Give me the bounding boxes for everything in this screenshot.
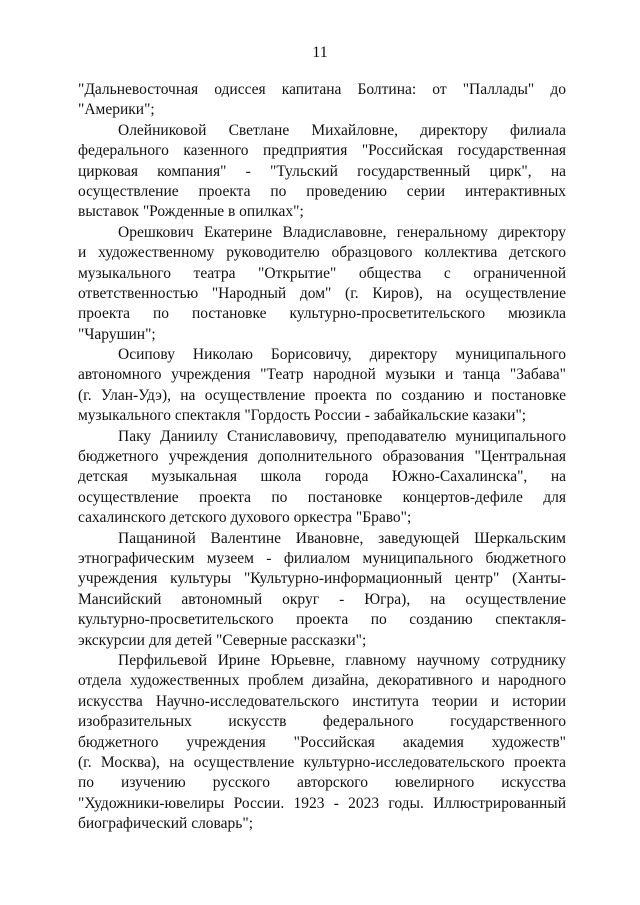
text-line: "Дальневосточная одиссея капитана Болтина: от "Паллады" до — [78, 81, 566, 98]
text-line: биографический словарь"; — [78, 815, 254, 833]
text-line: детская музыкальная школа города Южно-Сахалинска", на — [78, 468, 566, 486]
text-line: по изучению русского авторского ювелирного искусства — [78, 774, 566, 792]
paragraph-pak — [78, 427, 566, 529]
text-line: федерального казенного предприятия "Российская государственная — [78, 142, 566, 160]
text-line: бюджетного учреждения "Российская академия художеств" — [78, 733, 566, 751]
text-line: экскурсии для детей "Северные рассказки"; — [78, 631, 367, 649]
text-line: бюджетного учреждения дополнительного образования "Центральная — [78, 448, 566, 466]
text-line: (г. Улан-Удэ), на осуществление проекта по созданию и постановке — [78, 386, 566, 404]
text-line: "Чарушин"; — [78, 325, 156, 343]
text-line: автономного учреждения "Театр народной музыки и танца "Забава" — [78, 366, 566, 384]
paragraph-oleynikova — [78, 121, 566, 223]
text-line: выставок "Рожденные в опилках"; — [78, 203, 304, 221]
text-line: "Художники-ювелиры России. 1923 - 2023 годы. Иллюстрированный — [78, 794, 566, 812]
text-line: осуществление проекта по проведению серии интерактивных — [78, 182, 566, 200]
text-line: Олейниковой Светлане Михайловне, директору филиала — [118, 121, 566, 139]
text-line: этнографическим музеем - филиалом муниципального бюджетного — [78, 549, 566, 567]
text-line: культурно-просветительского проекта по созданию спектакля- — [78, 611, 566, 629]
document-body — [78, 80, 566, 834]
text-line: Мансийский автономный округ - Югра), на осуществление — [78, 590, 566, 608]
text-line: (г. Москва), на осуществление культурно-исследовательского проекта — [78, 753, 566, 771]
text-line: искусства Научно-исследовательского института теории и истории — [78, 692, 566, 710]
text-line: сахалинского детского духового оркестра "Браво"; — [78, 509, 412, 527]
text-line: и художественному руководителю образцового коллектива детского — [78, 244, 566, 262]
text-line: Пащаниной Валентине Ивановне, заведующей Шеркальским — [118, 529, 566, 547]
text-line: "Америки"; — [78, 101, 155, 119]
paragraph-oreshkovich — [78, 223, 566, 345]
text-line: изобразительных искусств федерального государственного — [78, 713, 566, 731]
text-line: учреждения культуры "Культурно-информационный центр" (Ханты- — [78, 570, 566, 588]
paragraph-continuation — [78, 80, 566, 121]
paragraph-perfilyeva — [78, 651, 566, 835]
text-line: цирковая компания" - "Тульский государственный цирк", на — [78, 162, 566, 180]
text-line: музыкального спектакля "Гордость России - забайкальские казаки"; — [78, 407, 527, 425]
text-line: ответственностью "Народный дом" (г. Киров), на осуществление — [78, 284, 566, 302]
paragraph-pashchanina — [78, 529, 566, 651]
text-line: Осипову Николаю Борисовичу, директору муниципального — [118, 346, 566, 364]
paragraph-osipov — [78, 345, 566, 427]
page-number: 11 — [312, 44, 328, 61]
text-line: Паку Даниилу Станиславовичу, преподавателю муниципального — [118, 427, 566, 445]
text-line: осуществление проекта по постановке концертов-дефиле для — [78, 488, 566, 506]
text-line: отдела художественных проблем дизайна, декоративного и народного — [78, 672, 566, 690]
text-line: проекта по постановке культурно-просветительского мюзикла — [78, 305, 566, 323]
text-line: музыкального театра "Открытие" общества с ограниченной — [78, 264, 566, 282]
text-line: Орешкович Екатерине Владиславовне, генеральному директору — [118, 223, 566, 241]
text-line: Перфильевой Ирине Юрьевне, главному научному сотруднику — [118, 651, 566, 669]
